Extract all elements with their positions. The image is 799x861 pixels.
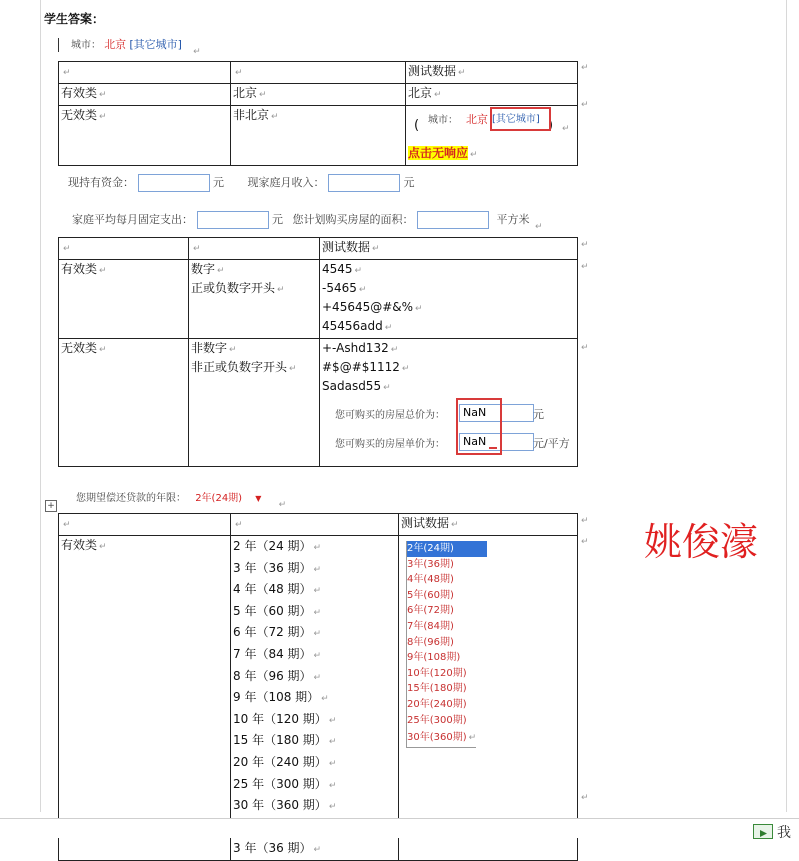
unit-sqm: 平方米	[496, 213, 530, 226]
condition: 2 年（24 期） ↵	[233, 539, 322, 553]
table-row: 有效类 ↵ 2 年（24 期） ↵ 3 年（36 期） ↵ 4 年（48 期） ↵ 5 年（60 期） ↵ 6 年（72 期） ↵ 7 年（84 期） ↵ 8 年（96 期） ↵ 9 年（108 期） ↵ 10 年（120 期） ↵ 15 年（180 期） ↵ 20 年（240 期） ↵ 25 年（300 期） ↵ 30 年（360 期） ↵ 2年(24期) 3年(36期) 4年(48期) 5年(60期) 6年(72期) 7年(84期) 8年(96期) 9年(108期) 10年(120期) 15年(180期) 20年(240期) 25年(300期) 30年(360期) ↵	[59, 536, 578, 820]
class-type: 有效类	[61, 86, 98, 100]
loan-option[interactable]: 7年(84期)	[407, 620, 454, 632]
loan-option[interactable]: 20年(240期)	[407, 698, 467, 710]
area-input[interactable]	[417, 211, 489, 229]
test-data: 4545	[322, 262, 353, 276]
condition: 3 年（36 期） ↵	[233, 560, 322, 575]
class-type: 无效类	[61, 108, 98, 122]
highlight-box	[456, 398, 502, 455]
text-cursor	[58, 38, 59, 52]
table-row: ↵ ↵ 测试数据 ↵	[59, 514, 578, 536]
city-value: 北京	[104, 38, 127, 51]
total-price-label: 您可购买的房屋总价为：	[335, 410, 445, 421]
embedded-city-label: 城市：	[428, 115, 458, 126]
column-header: 测试数据	[322, 240, 371, 254]
condition: 4 年（48 期） ↵	[233, 582, 322, 597]
unit-yuan: 元	[272, 213, 283, 226]
loan-years-select[interactable]: 2年(24期)	[195, 493, 243, 504]
test-data: +-Ashd132	[322, 341, 389, 355]
loan-option[interactable]: 6年(72期)	[407, 605, 454, 617]
city-row: 城市： 北京 [其它城市] ↵	[71, 38, 201, 57]
unit-price-label: 您可购买的房屋单价为：	[335, 439, 445, 450]
loan-years-label: 您期望偿还贷款的年限：	[76, 493, 186, 504]
current-funds-input[interactable]	[138, 174, 210, 192]
form-row-expense: 家庭平均每月固定支出： 元 您计划购买房屋的面积： 平方米 $_↵$	[72, 213, 543, 232]
loan-option[interactable]: 3年(36期)	[407, 558, 454, 570]
class-type: 有效类	[61, 262, 98, 276]
student-name: 姚俊濠	[644, 520, 759, 564]
loan-option[interactable]: 8年(96期)	[407, 636, 454, 648]
monthly-income-input[interactable]	[328, 174, 400, 192]
condition: 15 年（180 期） ↵	[233, 733, 337, 748]
loan-options-listbox[interactable]	[406, 541, 487, 748]
form-row-funds	[68, 174, 415, 192]
footer-text: 我	[777, 825, 791, 841]
column-header: 测试数据	[408, 64, 457, 78]
loan-option[interactable]: 5年(60期)	[407, 589, 454, 601]
test-data: +45645@#&%	[322, 300, 414, 314]
condition: 正或负数字开头	[191, 281, 276, 295]
dropdown-arrow-icon[interactable]: ▼	[255, 494, 262, 503]
condition: 8 年（96 期） ↵	[233, 668, 322, 683]
test-data: 北京	[408, 86, 433, 100]
city-label: 城市：	[71, 40, 101, 51]
unit-price-output[interactable]: NaN	[459, 433, 534, 451]
condition: 25 年（300 期） ↵	[233, 776, 337, 791]
unit-yuan: 元	[533, 408, 544, 421]
no-response-note: 点击无响应	[408, 146, 469, 160]
condition: 7 年（84 期） ↵	[233, 646, 322, 661]
area-label: 您计划购买房屋的面积：	[292, 213, 414, 226]
loan-years-row: 您期望偿还贷款的年限： 2年(24期) ▼ ↵	[76, 493, 287, 510]
condition: 30 年（360 期） ↵	[233, 798, 337, 813]
loan-option[interactable]: 4年(48期)	[407, 574, 454, 586]
table-row: ↵ ↵ 测试数据 ↵	[59, 238, 578, 260]
table-row: 3 年（36 期） ↵	[59, 819, 578, 860]
current-funds-label: 现持有资金：	[68, 176, 134, 189]
fixed-expense-input[interactable]	[197, 211, 269, 229]
unit-yuan: 元	[403, 176, 415, 189]
condition: 数字	[191, 262, 216, 276]
class-type: 无效类	[61, 341, 98, 355]
embedded-city-value: 北京	[466, 113, 488, 126]
loan-option[interactable]: 2年(24期)	[407, 541, 487, 557]
class-type: 有效类	[61, 538, 98, 552]
loan-option[interactable]: 9年(108期)	[407, 652, 461, 664]
loan-option[interactable]: 25年(300期)	[407, 714, 467, 726]
condition: 20 年（240 期） ↵	[233, 754, 337, 769]
condition-list	[231, 536, 399, 820]
other-city-link[interactable]: [其它城市]	[129, 38, 182, 51]
embedded-other-city-link[interactable]: [其它城市]	[492, 114, 540, 125]
loan-option[interactable]: 10年(120期)	[407, 667, 467, 679]
page-margin-left	[40, 0, 41, 812]
page-margin-right	[786, 0, 787, 812]
highlight-box	[490, 107, 551, 131]
loan-option[interactable]: 30年(360期) ↵	[407, 730, 476, 748]
unit-per-sqm: 元/平方	[533, 437, 570, 450]
total-price-output[interactable]: NaN	[459, 404, 534, 422]
condition: 北京	[233, 86, 258, 100]
table-row: ↵ ↵ 测试数据 ↵	[59, 62, 578, 84]
condition: 9 年（108 期） ↵	[233, 690, 329, 705]
condition: 6 年（72 期） ↵	[233, 625, 322, 640]
condition: 3 年（36 期）	[233, 840, 312, 855]
test-data: -5465	[322, 281, 357, 295]
unit-yuan: 元	[213, 176, 224, 189]
condition: 非数字	[191, 341, 228, 355]
table-row: 无效类 ↵ 非北京 ↵ ( 城市： 北京 [其它城市] ) ↵ 点击无响应 ↵	[59, 106, 578, 166]
test-data: #$@#$1112	[322, 360, 400, 374]
answer-heading: 学生答案：	[44, 12, 105, 26]
loan-test-table	[58, 513, 578, 861]
condition: 非北京	[233, 108, 270, 122]
table-row: 无效类 ↵ 非数字 ↵ 非正或负数字开头 ↵ +-Ashd132 ↵ #$@#$1112 ↵ Sadasd55 ↵	[59, 339, 578, 467]
table-row: 有效类 ↵ 北京 ↵ 北京 ↵	[59, 84, 578, 106]
bottom-bar	[0, 818, 799, 838]
column-header: 测试数据	[401, 516, 450, 530]
condition: 10 年（120 期） ↵	[233, 711, 337, 726]
loan-option[interactable]: 15年(180期)	[407, 683, 467, 695]
condition: 非正或负数字开头	[191, 360, 288, 374]
condition: 5 年（60 期） ↵	[233, 603, 322, 618]
fixed-expense-label: 家庭平均每月固定支出：	[72, 213, 193, 226]
monthly-income-label: 现家庭月收入：	[247, 176, 325, 189]
test-data: Sadasd55	[322, 379, 382, 393]
table-move-handle[interactable]: +	[45, 500, 57, 512]
test-data: 45456add	[322, 319, 383, 333]
table-row: 有效类 ↵ 数字 ↵ 正或负数字开头 ↵ 4545 ↵ -5465 ↵ +45645@#&% ↵ 45456add ↵	[59, 260, 578, 339]
